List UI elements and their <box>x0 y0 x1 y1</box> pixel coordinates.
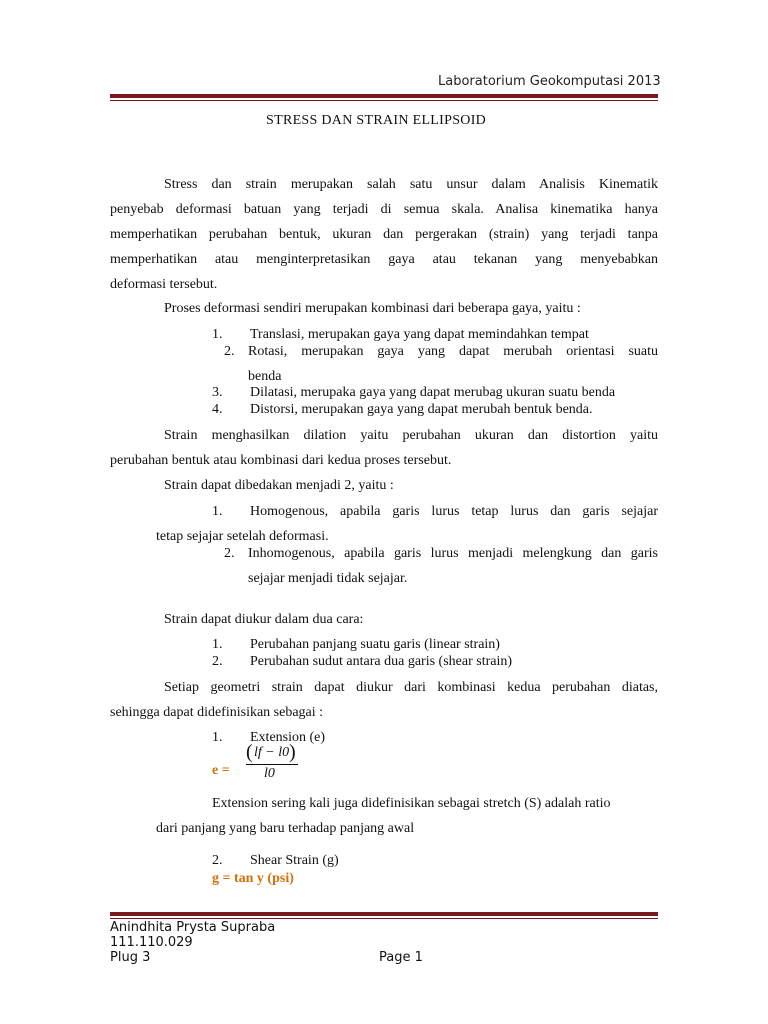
geometry-line-2: sehingga dapat didefinisikan sebagai : <box>110 705 324 720</box>
shear-formula: g = tan y (psi) <box>212 871 294 886</box>
document-title: STRESS DAN STRAIN ELLIPSOID <box>266 113 487 128</box>
list-item: Translasi, merupakan gaya yang dapat memindahkan tempat <box>250 327 589 342</box>
extension-equation-lhs: e = <box>212 763 230 778</box>
footer-rule <box>110 912 658 919</box>
footer-plug: Plug 3 <box>110 950 151 965</box>
footer-page-number: Page 1 <box>379 950 423 965</box>
header-rule <box>110 94 658 101</box>
fraction-numerator: lf − l0 <box>254 745 290 760</box>
list-item: Distorsi, merupakan gaya yang dapat merubah bentuk benda. <box>250 402 593 417</box>
extension-label: Extension (e) <box>250 730 326 745</box>
list-item: Inhomogenous, apabila garis lurus menjadi melengkung dan garis <box>248 546 658 561</box>
intro-line-4: memperhatikan atau menginterpretasikan gaya atau tekanan yang menyebabkan <box>110 252 658 267</box>
list-number: 4. <box>212 402 223 417</box>
list-number: 2. <box>224 344 235 359</box>
list-number: 1. <box>212 327 223 342</box>
list-item: Perubahan sudut antara dua garis (shear strain) <box>250 654 513 669</box>
shear-label: Shear Strain (g) <box>250 853 339 868</box>
fraction-denominator: l0 <box>264 766 275 781</box>
intro-line-1: Stress dan strain merupakan salah satu unsur dalam Analisis Kinematik <box>164 177 658 192</box>
list-item: Homogenous, apabila garis lurus tetap lurus dan garis sejajar <box>250 504 658 519</box>
list-item: Rotasi, merupakan gaya yang dapat merubah orientasi suatu <box>248 344 658 359</box>
list-item: Perubahan panjang suatu garis (linear strain) <box>250 637 500 652</box>
list-item-continuation: tetap sejajar setelah deformasi. <box>156 529 329 544</box>
list-item-continuation: benda <box>248 369 282 384</box>
intro-line-2: penyebab deformasi batuan yang terjadi di semua skala. Analisa kinematika hanya <box>110 202 658 217</box>
intro-line-3: memperhatikan perubahan bentuk, ukuran dan pergerakan (strain) yang terjadi tanpa <box>110 227 658 242</box>
list-number: 1. <box>212 637 223 652</box>
proses-intro: Proses deformasi sendiri merupakan kombinasi dari beberapa gaya, yaitu : <box>164 301 581 316</box>
strain-def-line-2: perubahan bentuk atau kombinasi dari kedua proses tersebut. <box>110 453 452 468</box>
measure-intro: Strain dapat diukur dalam dua cara: <box>164 612 364 627</box>
list-number: 2. <box>212 853 223 868</box>
fraction-bar <box>246 764 298 765</box>
extension-note-line-1: Extension sering kali juga didefinisikan sebagai stretch (S) adalah ratio <box>212 796 611 811</box>
list-item-continuation: sejajar menjadi tidak sejajar. <box>248 571 408 586</box>
list-number: 2. <box>212 654 223 669</box>
list-item: Dilatasi, merupaka gaya yang dapat merubag ukuran suatu benda <box>250 385 616 400</box>
strain-types-intro: Strain dapat dibedakan menjadi 2, yaitu : <box>164 478 394 493</box>
header-title: Laboratorium Geokomputasi 2013 <box>438 74 661 89</box>
strain-def-line-1: Strain menghasilkan dilation yaitu perubahan ukuran dan distortion yaitu <box>164 428 658 443</box>
list-number: 1. <box>212 730 223 745</box>
list-number: 1. <box>212 504 223 519</box>
footer-nim: 111.110.029 <box>110 935 193 950</box>
footer-author: Anindhita Prysta Supraba <box>110 920 276 935</box>
intro-line-5: deformasi tersebut. <box>110 277 218 292</box>
list-number: 3. <box>212 385 223 400</box>
list-number: 2. <box>224 546 235 561</box>
extension-note-line-2: dari panjang yang baru terhadap panjang awal <box>156 821 415 836</box>
geometry-line-1: Setiap geometri strain dapat diukur dari kombinasi kedua perubahan diatas, <box>164 680 658 695</box>
